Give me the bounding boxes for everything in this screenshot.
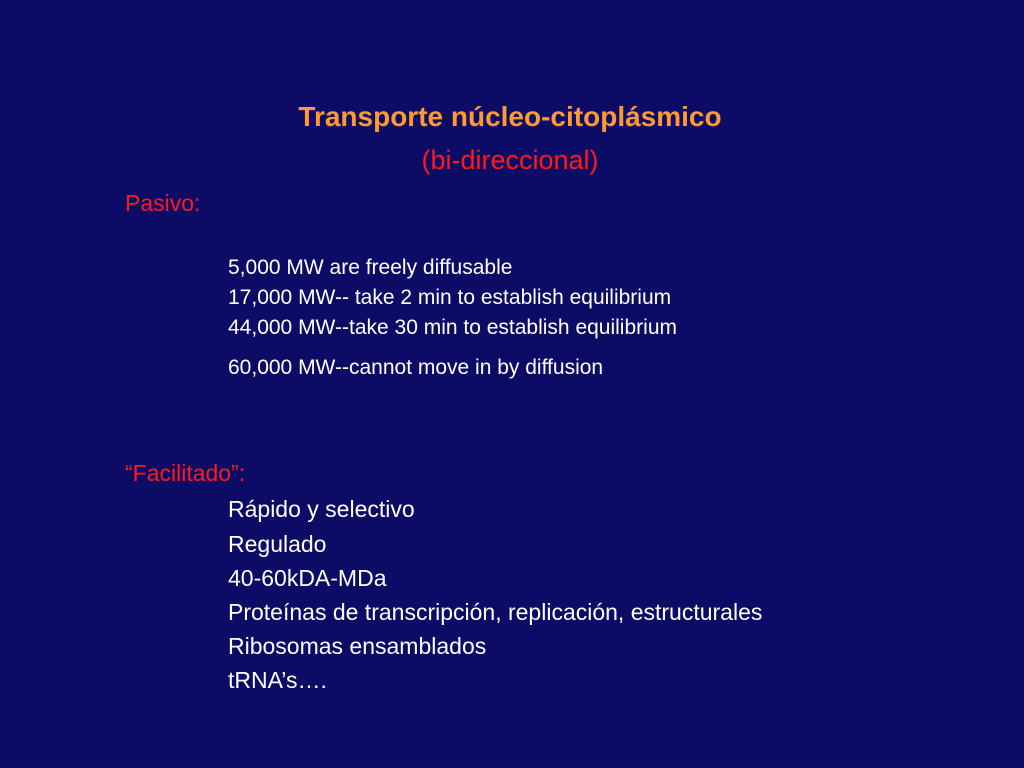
facilitado-heading: “Facilitado”: [125, 460, 246, 486]
pasivo-item-4: 60,000 MW--cannot move in by diffusion [228, 356, 604, 379]
facilitado-item-2: Regulado [228, 531, 327, 557]
facilitado-item-4: Proteínas de transcripción, replicación, estructurales [228, 599, 763, 625]
pasivo-item-2: 17,000 MW-- take 2 min to establish equilibrium [228, 286, 672, 309]
slide-title: Transporte núcleo-citoplásmico [298, 101, 722, 132]
facilitado-item-3: 40-60kDA-MDa [228, 565, 387, 591]
slide-subtitle: (bi-direccional) [421, 145, 599, 175]
pasivo-heading: Pasivo: [125, 190, 201, 216]
facilitado-item-1: Rápido y selectivo [228, 496, 415, 522]
facilitado-item-5: Ribosomas ensamblados [228, 633, 487, 659]
pasivo-item-3: 44,000 MW--take 30 min to establish equilibrium [228, 316, 677, 339]
facilitado-item-6: tRNA’s…. [228, 667, 327, 693]
pasivo-item-1: 5,000 MW are freely diffusable [228, 256, 513, 279]
